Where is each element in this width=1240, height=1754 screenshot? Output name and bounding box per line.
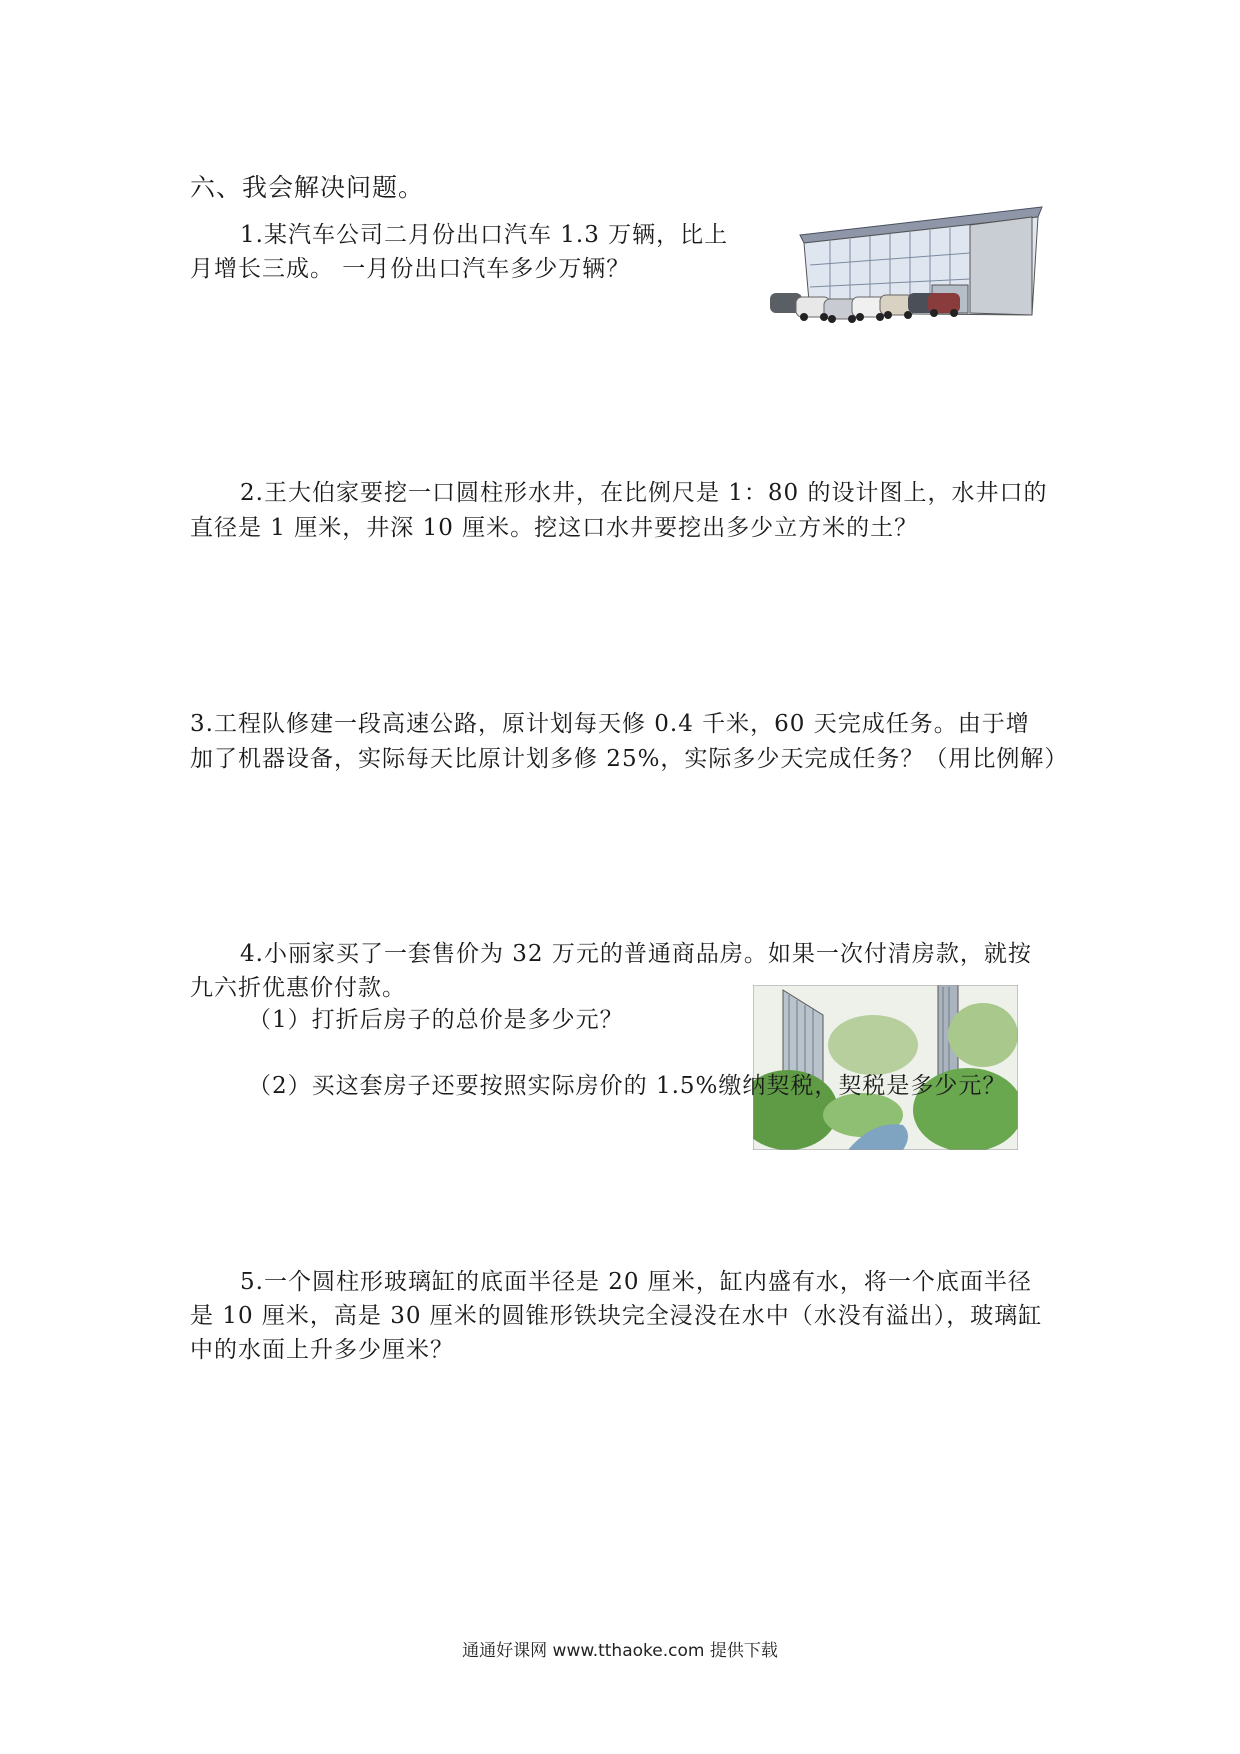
problem-2-line-2: 直径是 1 厘米，井深 10 厘米。挖这口水井要挖出多少立方米的土？ <box>190 515 919 541</box>
footer-source: 通通好课网 www.tthaoke.com 提供下载 <box>462 1641 778 1661</box>
problem-4-line-1: 4.小丽家买了一套售价为 32 万元的普通商品房。如果一次付清房款，就按 <box>240 941 1032 967</box>
car-dealership-illustration <box>770 205 1050 330</box>
problem-3-line-2: 加了机器设备，实际每天比原计划多修 25%，实际多少天完成任务？（用比例解） <box>190 746 1069 772</box>
problem-1-line-1: 1.某汽车公司二月份出口汽车 1.3 万辆，比上 <box>240 222 729 248</box>
section-heading: 六、我会解决问题。 <box>190 173 425 202</box>
problem-5-line-2: 是 10 厘米，高是 30 厘米的圆锥形铁块完全浸没在水中（水没有溢出），玻璃缸 <box>190 1303 1043 1329</box>
problem-2-line-1: 2.王大伯家要挖一口圆柱形水井，在比例尺是 1：80 的设计图上，水井口的 <box>240 480 1048 506</box>
problem-5-line-3: 中的水面上升多少厘米？ <box>190 1337 454 1363</box>
problem-5-line-1: 5.一个圆柱形玻璃缸的底面半径是 20 厘米，缸内盛有水，将一个底面半径 <box>240 1269 1032 1295</box>
problem-4-line-2: 九六折优惠价付款。 <box>190 975 406 1001</box>
problem-3-line-1: 3.工程队修建一段高速公路，原计划每天修 0.4 千米，60 天完成任务。由于增 <box>190 711 1030 737</box>
residential-area-illustration <box>753 985 1018 1150</box>
problem-1-line-2: 月增长三成。 一月份出口汽车多少万辆？ <box>190 256 631 282</box>
problem-4-sub-1: （1）打折后房子的总价是多少元？ <box>248 1007 624 1033</box>
problem-4-sub-2: （2）买这套房子还要按照实际房价的 1.5%缴纳契税，契税是多少元？ <box>248 1073 1007 1099</box>
